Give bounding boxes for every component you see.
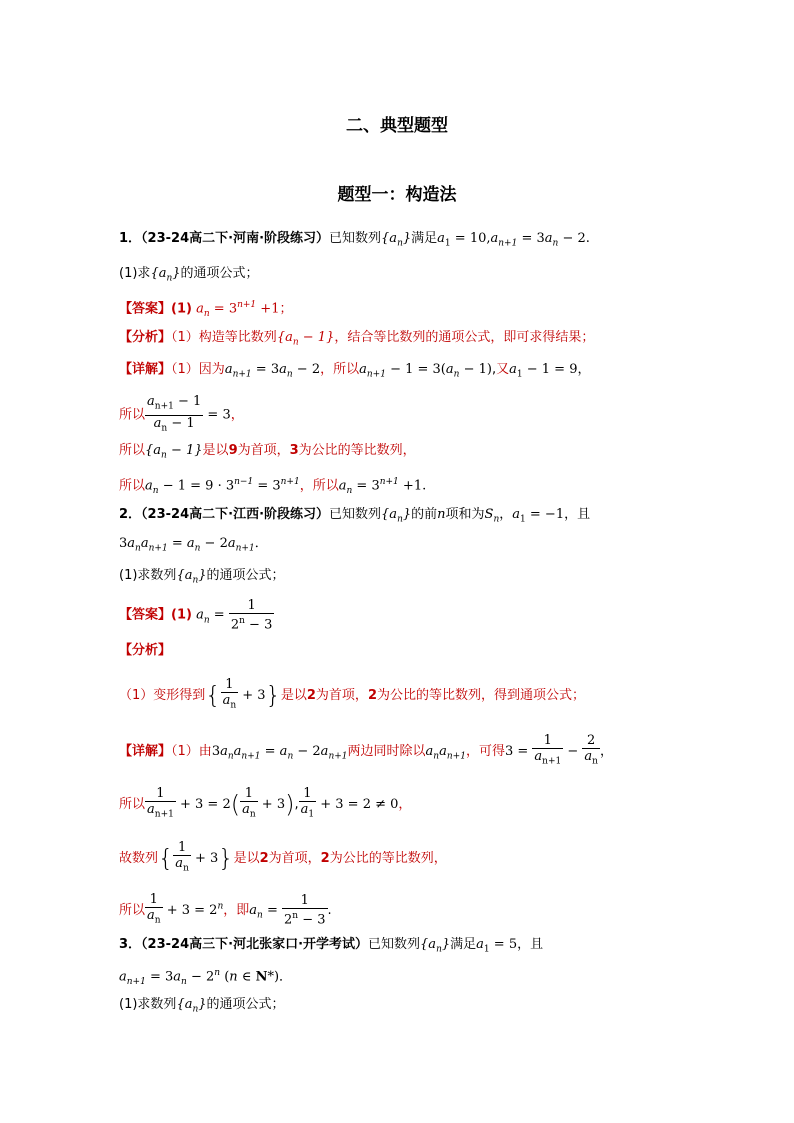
problem1-detail-1: 【详解】（1）因为$a_{n+1} = 3a_n - 2$，所以$a_{n+1} - 1 = 3(a_n - 1)$,又$a_1 - 1 = 9$， xyxy=(119,362,591,380)
problem2-detail-3: 故数列{ $\frac{1}{a_n}$ + 3}是以2为首项，2为公比的等比数列， xyxy=(119,840,447,874)
problem2-detail-4: 所以 $\frac{1}{a_n}$ + $3 = 2^n$，即$a_n$ = $\frac{1}{2^n - 3}$ . xyxy=(119,892,332,928)
problem2-stem-2: $3a_na_{n+1} = a_n - 2a_{n+1}$． xyxy=(119,536,268,554)
problem1-detail-3: 所以$\{a_n - 1\}$是以9为首项，3为公比的等比数列， xyxy=(119,443,416,461)
section-subheading: 题型一：构造法 xyxy=(337,185,457,205)
problem3-stem: 3．（23-24高三下·河北张家口·开学考试）已知数列$\{a_n\}$满足$a_1 = 5$，且 xyxy=(119,937,544,955)
problem2-answer: 【答案】(1) $a_n$ = $\frac{1}{2^n - 3}$ xyxy=(119,598,273,633)
problem2-detail-2: 所以 $\frac{1}{a_{n+1}}$ + 3 = 2( $\frac{1}{a_n}$ + 3), $\frac{1}{a_1}$ + 3 = 2 ≠ 0， xyxy=(119,786,412,820)
problem1-detail-2: 所以 $\frac{a_{n+1} - 1}{a_n - 1}$ = 3， xyxy=(119,394,244,434)
problem2-stem: 2．（23-24高二下·江西·阶段练习）已知数列$\{a_n\}$的前n项和为$S_n$，$a_1 = -1$，且 xyxy=(119,507,591,525)
problem3-stem-2: $a_{n+1} = 3a_n - 2^n$ (n ∈ N*)． xyxy=(119,968,293,987)
problem2-question: (1)求数列$\{a_n\}$的通项公式； xyxy=(119,568,285,586)
problem2-analysis: （1）变形得到{ $\frac{1}{a_n}$ + 3}是以2为首项，2为公比的等比数列，得到通项公式； xyxy=(119,677,585,711)
problem1-question: (1)求$\{a_n\}$的通项公式； xyxy=(119,266,259,284)
problem2-analysis-label: 【分析】 xyxy=(119,643,172,658)
problem1-detail-4: 所以$a_n - 1 = 9 \cdot 3^{n-1} = 3^{n+1}$，所以$a_n = 3^{n+1} +1$. xyxy=(119,477,427,496)
problem1-analysis: 【分析】（1）构造等比数列$\{a_n - 1\}$，结合等比数列的通项公式，即可求得结果； xyxy=(119,330,595,348)
section-heading: 二、典型题型 xyxy=(346,116,448,136)
problem2-detail-1: 【详解】（1）由$3a_na_{n+1} = a_n - 2a_{n+1}$两边同时除以$a_na_{n+1}$，可得3 = $\frac{1}{a_{n+1}}$ − $\frac{2}{a_n}$ ， xyxy=(119,733,613,767)
problem1-answer: 【答案】(1) $a_n = 3^{n+1} +1$； xyxy=(119,300,293,319)
problem1-stem: 1．（23-24高二下·河南·阶段练习）已知数列$\{a_n\}$满足$a_1 = 10,a_{n+1} = 3a_n - 2$. xyxy=(119,231,590,249)
problem3-question: (1)求数列$\{a_n\}$的通项公式； xyxy=(119,997,285,1015)
